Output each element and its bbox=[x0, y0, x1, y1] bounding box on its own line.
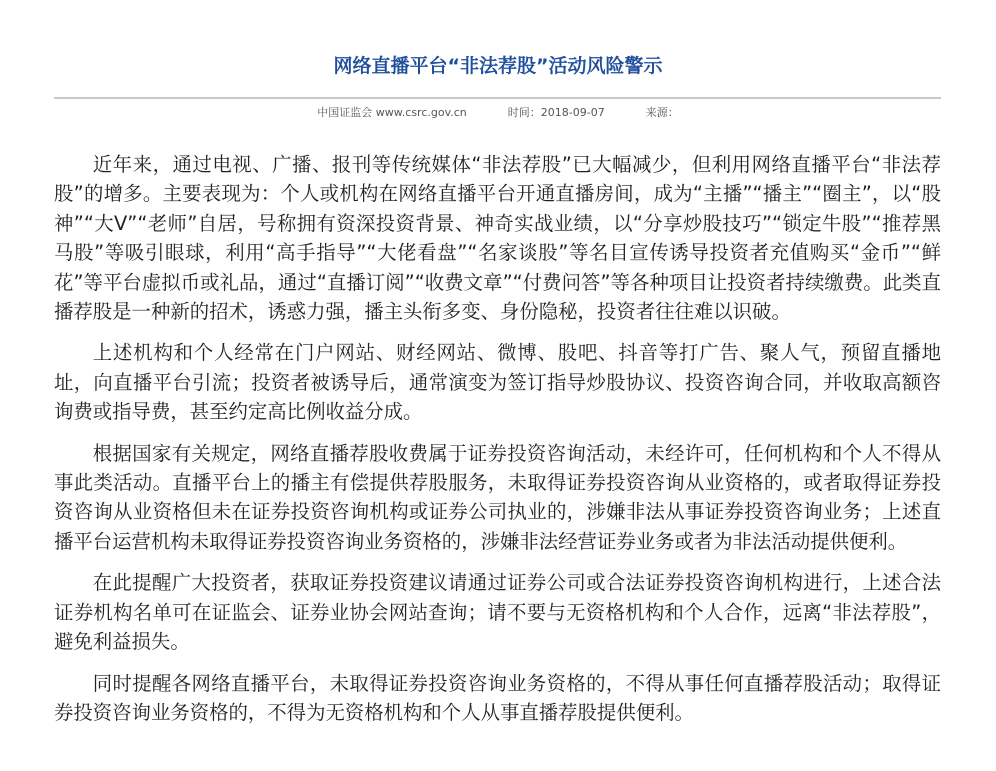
title-divider bbox=[54, 97, 941, 99]
meta-publish-time: 时间：2018-09-07 bbox=[507, 106, 605, 119]
article-paragraph: 近年来，通过电视、广播、报刊等传统媒体“非法荐股”已大幅减少，但利用网络直播平台“非法荐股”的增多。主要表现为：个人或机构在网络直播平台开通直播房间，成为“主播”“播主”“圈主”，以“股神”“大V”“老师”自居，号称拥有资深投资背景、神奇实战业绩，以“分享炒股技巧”“锁定牛股”“推荐黑马股”等吸引眼球，利用“高手指导”“大佬看盘”“名家谈股”等名目宣传诱导投资者充值购买“金币”“鲜花”等平台虚拟币或礼品，通过“直播订阅”“收费文章”“付费问答”等各种项目让投资者持续缴费。此类直播荐股是一种新的招术，诱惑力强，播主头衔多变、身份隐秘，投资者往往难以识破。 bbox=[54, 153, 941, 324]
article-meta bbox=[0, 104, 996, 122]
article-paragraph: 根据国家有关规定，网络直播荐股收费属于证券投资咨询活动，未经许可，任何机构和个人不得从事此类活动。直播平台上的播主有偿提供荐股服务，未取得证券投资咨询从业资格的，或者取得证券投资咨询从业资格但未在证券投资咨询机构或证券公司执业的，涉嫌非法从事证券投资咨询业务；上述直播平台运营机构未取得证券投资咨询业务资格的，涉嫌非法经营证券业务或者为非法活动提供便利。 bbox=[54, 441, 941, 553]
article-paragraph: 上述机构和个人经常在门户网站、财经网站、微博、股吧、抖音等打广告、聚人气，预留直播地址，向直播平台引流；投资者被诱导后，通常演变为签订指导炒股协议、投资咨询合同，并收取高额咨询费或指导费，甚至约定高比例收益分成。 bbox=[54, 341, 941, 424]
article-paragraph: 同时提醒各网络直播平台，未取得证券投资咨询业务资格的，不得从事任何直播荐股活动；取得证券投资咨询业务资格的，不得为无资格机构和个人从事直播荐股提供便利。 bbox=[54, 671, 941, 724]
article-title: 网络直播平台“非法荐股”活动风险警示 bbox=[333, 55, 663, 77]
article-body bbox=[54, 150, 941, 739]
meta-source-site: 中国证监会 www.csrc.gov.cn bbox=[317, 106, 467, 119]
meta-source-label: 来源： bbox=[645, 106, 679, 119]
article-paragraph: 在此提醒广大投资者，获取证券投资建议请通过证券公司或合法证券投资咨询机构进行，上述合法证券机构名单可在证监会、证券业协会网站查询；请不要与无资格机构和个人合作，远离“非法荐股”，避免利益损失。 bbox=[54, 571, 941, 654]
